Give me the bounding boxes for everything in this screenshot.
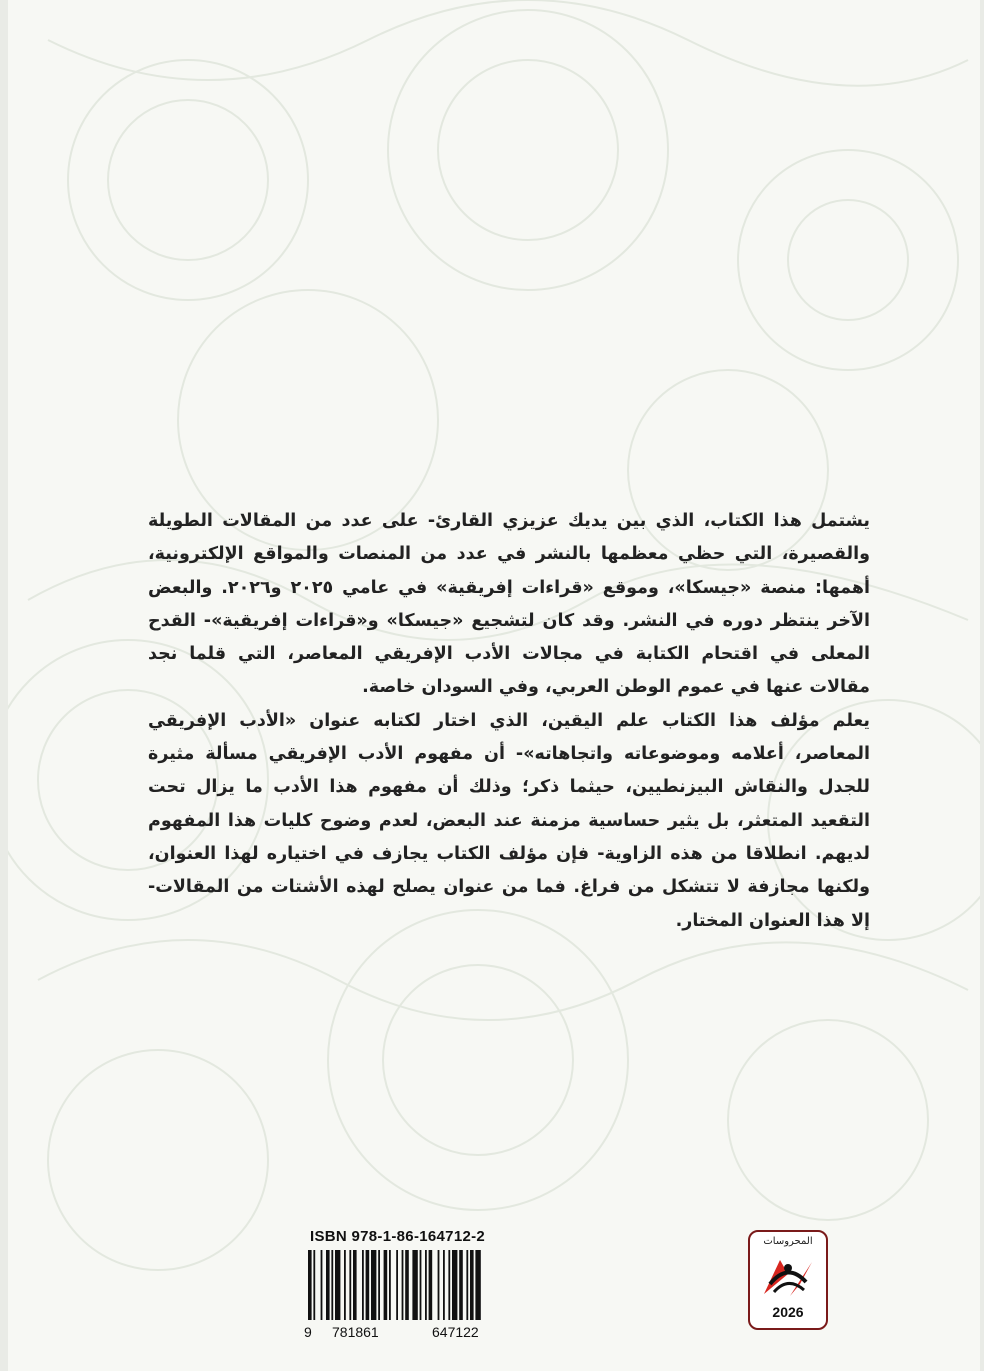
isbn-digits-right: 647122 bbox=[432, 1324, 479, 1340]
publisher-logo bbox=[748, 1230, 828, 1330]
publisher-name: المحروسات bbox=[763, 1236, 813, 1247]
blurb-paragraph-1: يشتمل هذا الكتاب، الذي بين يديك عزيزي القارئ- على عدد من المقالات الطويلة والقصيرة، التي حظي معظمها بالنشر في عدد من المنصات والمواقع الإلكترونية، أهمها: منصة «جيسكا»، وموقع «قراءات إفريقية» في عامي ٢٠٢٥ و٢٠٢٦. والبعض الآخر ينتظر دوره في النشر. وقد كان لتشجيع «جيسكا» و«قراءات إفريقية»- القدح المعلى في اقتحام الكتابة في مجالات الأدب الإفريقي المعاصر، التي قلما نجد مقالات عنها في عموم الوطن العربي، وفي السودان خاصة. bbox=[148, 511, 870, 698]
isbn-digit-first: 9 bbox=[304, 1324, 312, 1340]
isbn-digits-left: 781861 bbox=[332, 1324, 379, 1340]
isbn-label: ISBN 978-1-86-164712-2 bbox=[310, 1228, 486, 1245]
barcode bbox=[308, 1250, 530, 1320]
blurb-paragraph-2: يعلم مؤلف هذا الكتاب علم اليقين، الذي اختار لكتابه عنوان «الأدب الإفريقي المعاصر، أعلامه وموضوعاته واتجاهاته»- أن مفهوم الأدب الإفريقي مسألة مثيرة للجدل والنقاش البيزنطيين، حيثما ذكر؛ وذلك أن مفهوم هذا الأدب ما يزال تحت التقعيد المتعثر، بل يثير حساسية مزمنة عند البعض، لعدم وضوح كليات هذا المفهوم لديهم. انطلاقا من هذه الزاوية- فإن مؤلف الكتاب يجازف في اختياره لهذا العنوان، ولكنها مجازفة لا تتشكل من فراغ. فما من عنوان يصلح لهذه الأشتات من المقالات- إلا هذا العنوان المختار. bbox=[148, 710, 870, 931]
blurb-text bbox=[148, 505, 870, 938]
back-cover bbox=[8, 0, 980, 1371]
isbn-barcode-block bbox=[304, 1228, 534, 1346]
isbn-digits bbox=[304, 1324, 532, 1342]
publisher-year: 2026 bbox=[772, 1304, 804, 1320]
publisher-emblem-icon bbox=[760, 1254, 816, 1300]
